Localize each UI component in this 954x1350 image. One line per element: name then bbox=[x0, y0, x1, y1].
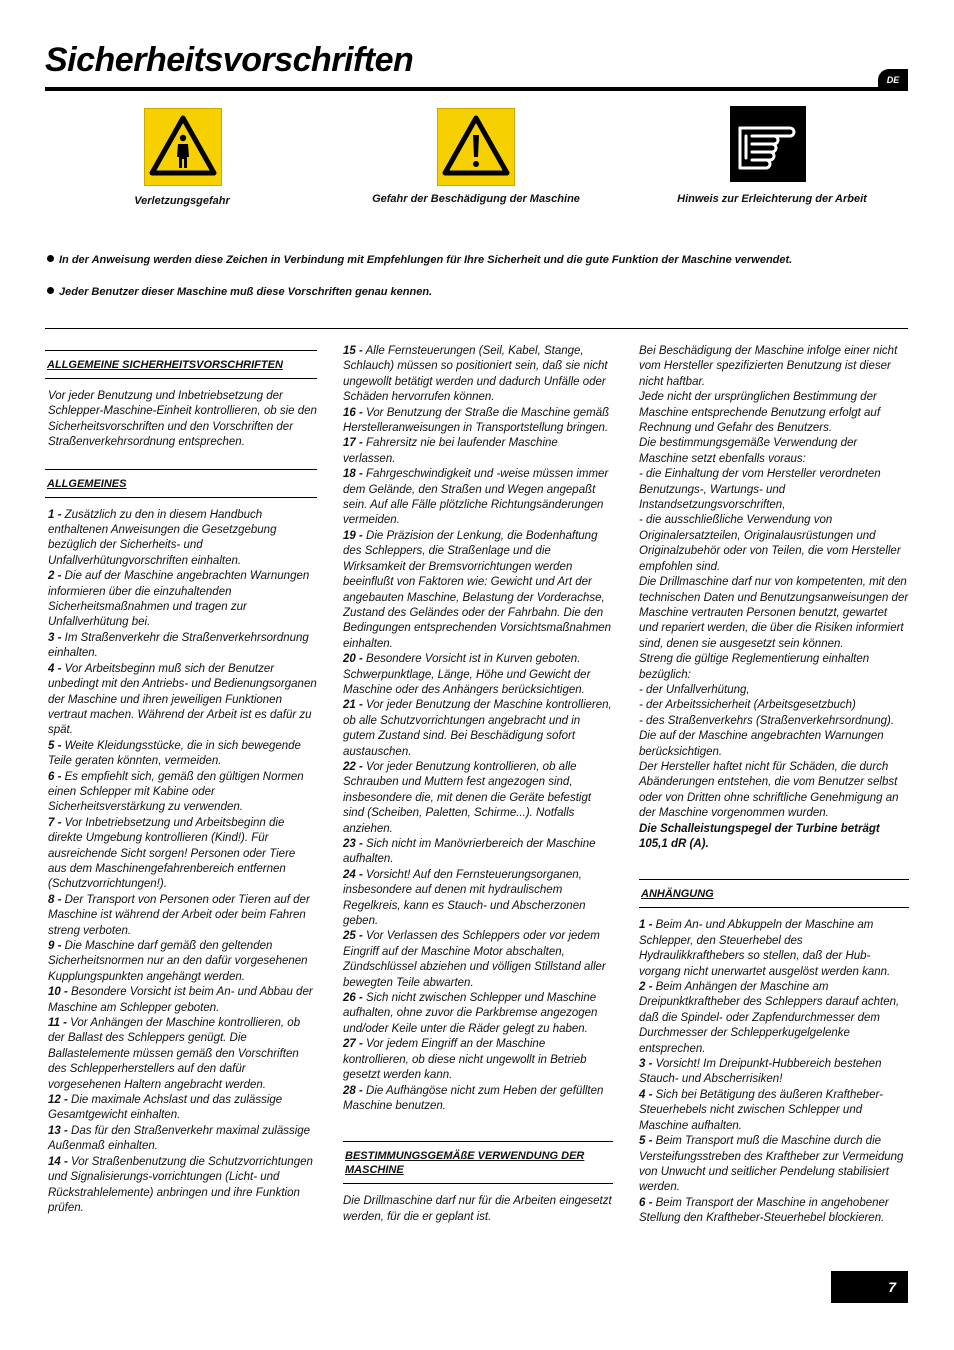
heading-hitching: ANHÄNGUNG bbox=[639, 879, 909, 908]
general-safety-text: Vor jeder Benutzung und Inbetriebsetzung der Schlepper-Maschine-Einheit kontrollieren, ob sie den Sicherheitsvorschriften und den Vorschriften der Straßenverkehrsordnung entsprechen. bbox=[48, 390, 317, 449]
list-item: 20 - Besondere Vorsicht ist in Kurven geboten. Schwerpunktlage, Länge, Höhe und Gewicht der Maschine oder des Anhängers berücksichtigen. bbox=[343, 653, 591, 696]
machine-damage-warning-icon bbox=[437, 108, 515, 186]
list-item: 6 - Es empfiehlt sich, gemäß den gültigen Normen einen Schlepper mit Kabine oder Sicherheitsverstärkung zu verwenden. bbox=[48, 770, 304, 814]
list-item: 4 - Sich bei Betätigung des äußeren Kraftheber-Steuerhebels nicht zwischen Schlepper und Maschine aufhalten. bbox=[639, 1088, 884, 1132]
intended-use-text: Die Drillmaschine darf nur für die Arbeiten eingesetzt werden, für die er geplant ist. bbox=[343, 1195, 612, 1223]
list-item: 12 - Die maximale Achslast und das zulässige Gesamtgewicht einhalten. bbox=[48, 1094, 283, 1122]
paragraph: - die ausschließliche Verwendung von Originalersatzteilen, Originalausrüstungen und Originalzubehör oder von Teilen, die vom Hersteller empfohlen sind. bbox=[639, 514, 901, 573]
list-item: 5 - Weite Kleidungsstücke, die in sich bewegende Teile geraten könnten, vermeiden. bbox=[48, 739, 301, 768]
column-2 bbox=[343, 344, 613, 1225]
list-item: 6 - Beim Transport der Maschine in angehobener Stellung den Kraftheber-Steuerhebel blockieren. bbox=[639, 1196, 889, 1225]
list-item: 4 - Vor Arbeitsbeginn muß sich der Benutzer unbedingt mit den Antriebs- und Bedienungsorganen der Maschine und ihren jeweiligen Funktionen vertraut machen. Während der Arbeit ist es dafür zu spät. bbox=[48, 662, 317, 737]
page-title: Sicherheitsvorschriften bbox=[45, 41, 414, 79]
heading-intended-use: BESTIMMUNGSGEMÄßE VERWENDUNG DER MASCHINE bbox=[343, 1141, 613, 1184]
language-tab: DE bbox=[878, 69, 908, 91]
list-item: 2 - Die auf der Maschine angebrachten Warnungen informieren über die einzuhaltenden Sicherheitsmaßnahmen und tragen zur Unfallverhütung bei. bbox=[48, 570, 310, 629]
list-item: 22 - Vor jeder Benutzung kontrollieren, ob alle Schrauben und Muttern fest angezogen sind, insbesondere die, mit denen die Geräte befestigt sind (Scheiben, Paletten, Schirme...). Notfalls anziehen. bbox=[343, 760, 592, 835]
symbol-caption-injury: Verletzungsgefahr bbox=[134, 195, 230, 207]
note-text: Jeder Benutzer dieser Maschine muß diese Vorschriften genau kennen. bbox=[59, 286, 433, 298]
list-item: 2 - Beim Anhängen der Maschine am Dreipunktkraftheber des Schleppers darauf achten, daß die Spindel- oder Zapfendurchmesser dem Durchmesser der Schlepperkugelgelenke entsprechen. bbox=[639, 981, 900, 1055]
list-item: 1 - Zusätzlich zu den in diesem Handbuch enthaltenen Anweisungen die Gesetzgebung bezüglich der Sicherheits- und Unfallverhütungvorschriften einhalten. bbox=[48, 508, 277, 567]
list-item: 11 - Vor Anhängen der Maschine kontrollieren, ob der Ballast des Schleppers genügt. Die Ballastelemente müssen gemäß den Vorschriften des Schlepperherstellers auf den dafür vorgesehenen Haltern angebracht werden. bbox=[48, 1017, 301, 1091]
list-item: 28 - Die Aufhängöse nicht zum Heben der gefüllten Maschine benutzen. bbox=[343, 1084, 604, 1112]
paragraph: - der Unfallverhütung, bbox=[639, 683, 750, 696]
list-item: 7 - Vor Inbetriebsetzung und Arbeitsbeginn die direkte Umgebung kontrollieren (Kind!). Für ausreichende Sicht sorgen! Personen oder Tiere aus dem Maschinengefahrenbereich entfernen (Schutzvorrichtungen!). bbox=[48, 816, 296, 891]
paragraph: - die Einhaltung der vom Hersteller verordneten Benutzungs-, Wartungs- und Instandsetzungsvorschriften, bbox=[639, 468, 881, 512]
note-symbols-usage bbox=[47, 254, 792, 266]
list-item: 24 - Vorsicht! Auf den Fernsteuerungsorganen, insbesondere auf denen mit hydraulischem Regelkreis, kann es Stauch- und Abscherzonen geben. bbox=[343, 868, 586, 928]
list-item: 9 - Die Maschine darf gemäß den geltenden Sicherheitsnormen nur an den dafür vorgesehenen Kupplungspunkten angehängt werden. bbox=[48, 940, 308, 983]
list-item: 3 - Im Straßenverkehr die Straßenverkehrsordnung einhalten. bbox=[48, 631, 309, 660]
list-item: 23 - Sich nicht im Manövrierbereich der Maschine aufhalten. bbox=[343, 838, 596, 866]
paragraph: Die Drillmaschine darf nur von kompetenten, mit den technischen Daten und Benutzungsanweisungen der Maschine vertrauten Personen benutzt, gewartet und repariert werden, die über die Risiken informiert sind, denen sie ausgesetzt sein können. bbox=[639, 576, 909, 650]
list-item: 8 - Der Transport von Personen oder Tieren auf der Maschine ist während der Arbeit oder beim Fahren streng verboten. bbox=[48, 893, 310, 937]
heading-general: ALLGEMEINES bbox=[45, 469, 317, 498]
column-3 bbox=[639, 344, 909, 1227]
injury-warning-icon bbox=[144, 108, 222, 186]
general-list-a bbox=[45, 508, 317, 1217]
paragraph: Die auf der Maschine angebrachten Warnungen berücksichtigen. bbox=[639, 730, 884, 758]
title-rule bbox=[45, 87, 908, 91]
column-1 bbox=[45, 350, 317, 1216]
symbol-caption-machine-damage: Gefahr der Beschädigung der Maschine bbox=[372, 193, 580, 205]
general-list-b bbox=[343, 344, 613, 1114]
paragraph: Streng die gültige Reglementierung einhalten bezüglich: bbox=[639, 653, 870, 681]
list-item: 25 - Vor Verlassen des Schleppers oder vor jedem Eingriff auf der Maschine Motor abschalten, Zündschlüssel abziehen und völligen Stillstand aller bewegten Teile abwarten. bbox=[343, 930, 606, 989]
list-item: 3 - Vorsicht! Im Dreipunkt-Hubbereich bestehen Stauch- und Abscherrisiken! bbox=[639, 1058, 882, 1086]
paragraph: - der Arbeitssicherheit (Arbeitsgesetzbuch) bbox=[639, 699, 856, 712]
list-item: 19 - Die Präzision der Lenkung, die Bodenhaftung des Schleppers, die Straßenlage und die Wirksamkeit der Bremsvorrichtungen werden beeinflußt von Faktoren wie: Gewicht und Art der angebauten Maschine, Belastung der Vorderachse, Zustand des Geländes oder der Fahrbahn. Die den Bedingungen entsprechenden Vorsichtsmaßnahmen einhalten. bbox=[343, 529, 612, 650]
list-item: 21 - Vor jeder Benutzung der Maschine kontrollieren, ob alle Schutzvorrichtungen angebracht und in gutem Zustand sind. Bei Beschädigung sofort austauschen. bbox=[343, 699, 612, 758]
heading-general-safety: ALLGEMEINE SICHERHEITSVORSCHRIFTEN bbox=[45, 350, 317, 379]
list-item: 18 - Fahrgeschwindigkeit und -weise müssen immer dem Gelände, den Straßen und Wegen angepaßt sein. Auf alle Fälle plötzliche Richtungsänderungen vermeiden. bbox=[343, 468, 609, 527]
list-item: 10 - Besondere Vorsicht ist beim An- und Abbau der Maschine am Schlepper geboten. bbox=[48, 986, 313, 1014]
list-item: 1 - Beim An- und Abkuppeln der Maschine am Schlepper, den Steuerhebel des Hydraulikkrafthebers so stellen, daß der Hub-vorgang nicht unerwartet ausgelöst werden kann. bbox=[639, 919, 891, 978]
list-item: 26 - Sich nicht zwischen Schlepper und Maschine aufhalten, ohne zuvor die Parkbremse angezogen und/oder Keile unter die Räder gelegt zu haben. bbox=[343, 992, 598, 1035]
list-item: 13 - Das für den Straßenverkehr maximal zulässige Außenmaß einhalten. bbox=[48, 1124, 311, 1153]
paragraph: - des Straßenverkehrs (Straßenverkehrsordnung). bbox=[639, 714, 895, 727]
bullet-icon bbox=[47, 287, 54, 294]
noise-level-text: Die Schalleistungspegel der Turbine beträgt 105,1 dR (A). bbox=[639, 822, 880, 850]
symbol-caption-hint: Hinweis zur Erleichterung der Arbeit bbox=[677, 193, 867, 205]
note-users-must-know bbox=[47, 286, 432, 298]
note-text: In der Anweisung werden diese Zeichen in Verbindung mit Empfehlungen für Ihre Sicherheit und die gute Funktion der Maschine verwendet. bbox=[59, 254, 793, 266]
section-separator bbox=[45, 328, 908, 329]
page-number: 7 bbox=[831, 1271, 908, 1303]
list-item: 5 - Beim Transport muß die Maschine durch die Versteifungsstreben des Kraftheber zur Vermeidung von Unwucht und seitlicher Pendelung stabilisiert werden. bbox=[639, 1135, 904, 1194]
paragraph: Jede nicht der ursprünglichen Bestimmung der Maschine entsprechende Benutzung erfolgt auf Rechnung und Gefahr des Benutzers. bbox=[639, 391, 881, 435]
bullet-icon bbox=[47, 255, 54, 262]
list-item: 17 - Fahrersitz nie bei laufender Maschine verlassen. bbox=[343, 437, 558, 465]
pointing-hand-hint-icon bbox=[730, 106, 806, 182]
list-item: 27 - Vor jedem Eingriff an der Maschine kontrollieren, ob diese nicht ungewollt in Betrieb gesetzt werden kann. bbox=[343, 1038, 587, 1082]
list-item: 15 - Alle Fernsteuerungen (Seil, Kabel, Stange, Schlauch) müssen so positioniert sein, daß sie nicht ungewollt betätigt werden und dadurch Unfälle oder Schäden hervorrufen können. bbox=[343, 345, 608, 404]
list-item: 16 - Vor Benutzung der Straße die Maschine gemäß Herstelleranweisungen in Transportstellung bringen. bbox=[343, 406, 610, 435]
paragraph: Bei Beschädigung der Maschine infolge einer nicht vom Hersteller spezifizierten Benutzung ist dieser nicht haftbar. bbox=[639, 345, 898, 388]
hitching-list bbox=[639, 918, 909, 1226]
list-item: 14 - Vor Straßenbenutzung die Schutzvorrichtungen und Signalisierungs-vorrichtungen (Licht- und Rückstrahlelemente) anbringen und ihre Funktion prüfen. bbox=[48, 1155, 313, 1214]
paragraph: Der Hersteller haftet nicht für Schäden, die durch Abänderungen entstehen, die vom Benutzer selbst oder von Dritten ohne schriftliche Genehmigung an der Maschine vorgenommen wurden. bbox=[639, 760, 899, 820]
paragraph: Die bestimmungsgemäße Verwendung der Maschine setzt ebenfalls voraus: bbox=[639, 437, 858, 465]
